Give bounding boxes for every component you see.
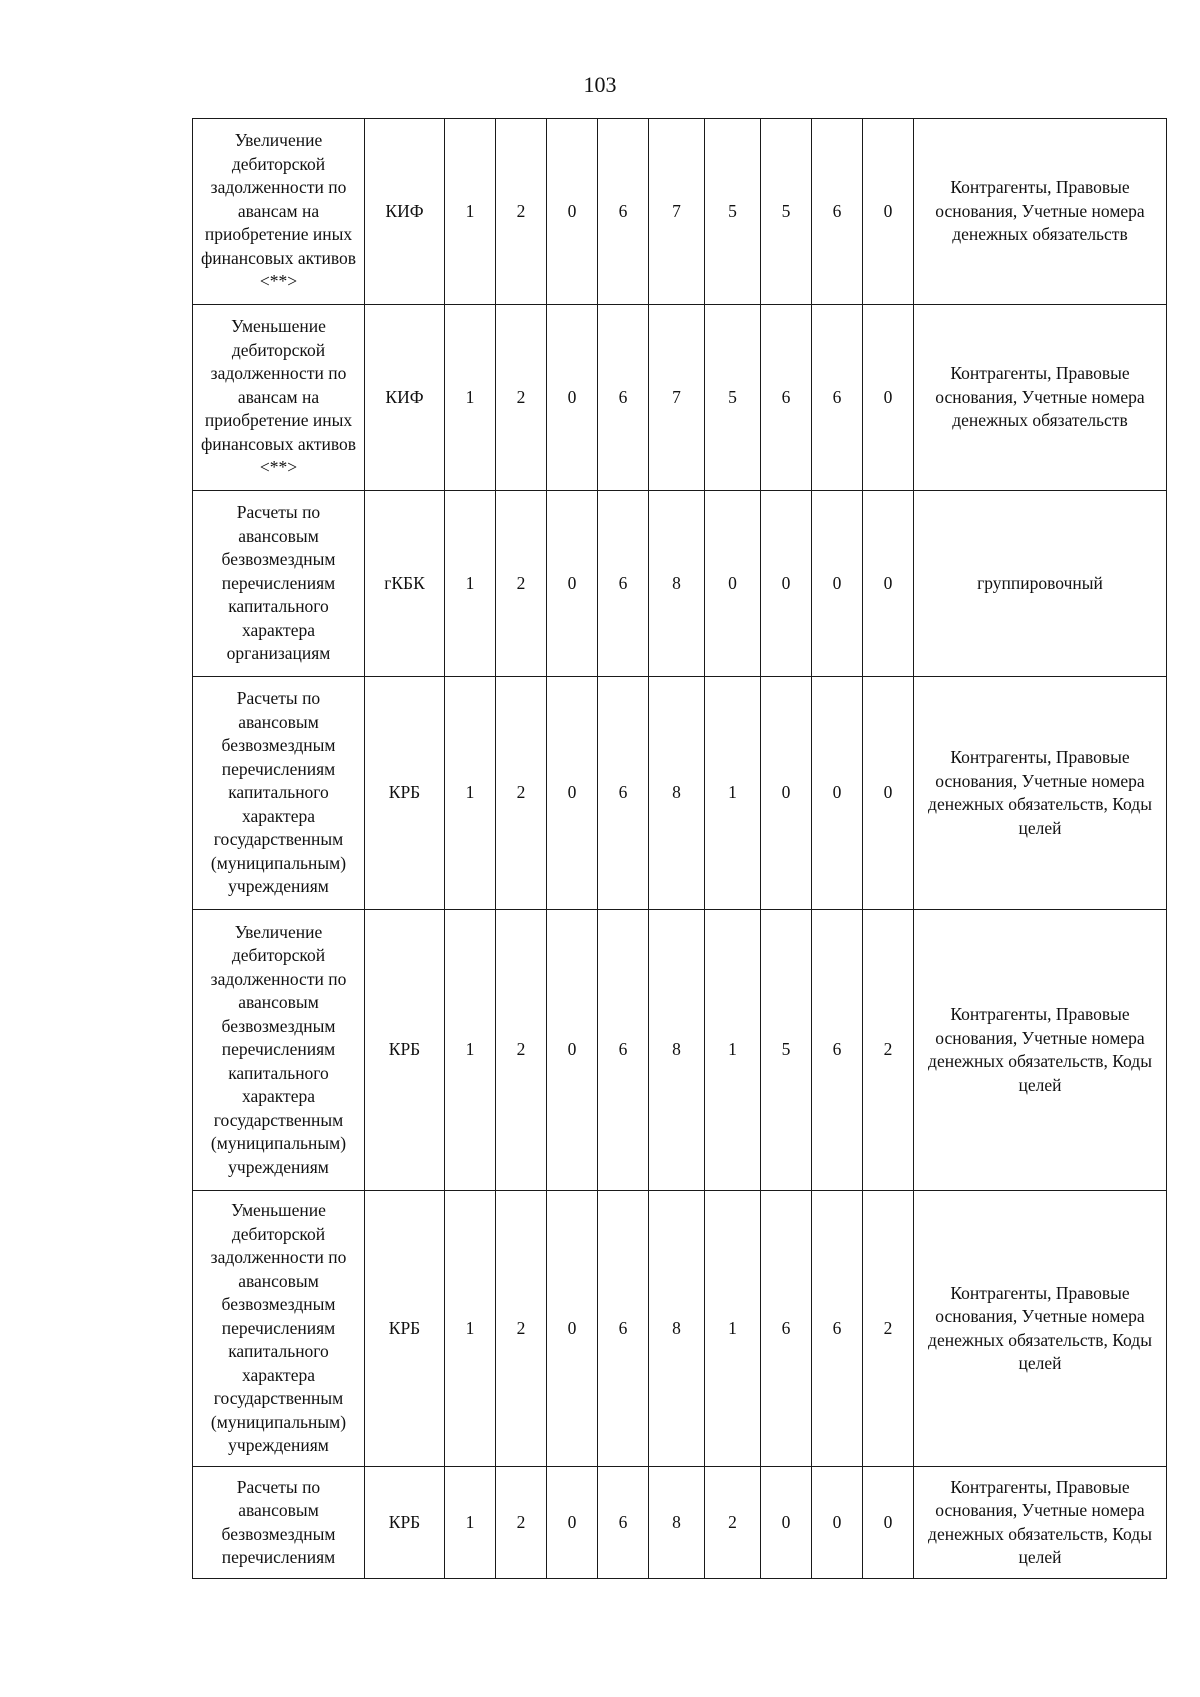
account-name: Уменьшение дебиторской задолженности по авансам на приобретение иных финансовых активов <**> [193, 305, 365, 491]
table-row [193, 119, 1167, 305]
account-digit: 1 [445, 1191, 496, 1467]
account-code: КРБ [365, 677, 445, 910]
account-digit: 1 [445, 119, 496, 305]
account-digit: 5 [761, 910, 812, 1191]
account-analytics: Контрагенты, Правовые основания, Учетные номера денежных обязательств, Коды целей [914, 1467, 1167, 1579]
account-digit: 5 [761, 119, 812, 305]
account-digit: 0 [863, 119, 914, 305]
account-digit: 0 [863, 305, 914, 491]
table-row [193, 1467, 1167, 1579]
account-digit: 6 [812, 1191, 863, 1467]
account-code: КИФ [365, 305, 445, 491]
account-digit: 0 [547, 1467, 598, 1579]
account-digit: 0 [863, 677, 914, 910]
account-digit: 8 [649, 491, 705, 677]
account-digit: 2 [496, 119, 547, 305]
account-digit: 0 [863, 491, 914, 677]
account-digit: 6 [598, 1467, 649, 1579]
account-digit: 2 [496, 305, 547, 491]
account-digit: 1 [705, 677, 761, 910]
account-digit: 0 [547, 910, 598, 1191]
account-digit: 6 [761, 305, 812, 491]
account-digit: 2 [496, 677, 547, 910]
account-code: гКБК [365, 491, 445, 677]
account-digit: 6 [598, 1191, 649, 1467]
account-digit: 2 [496, 910, 547, 1191]
account-code: КРБ [365, 1467, 445, 1579]
page-number: 103 [583, 72, 617, 97]
account-digit: 6 [598, 491, 649, 677]
table-row [193, 910, 1167, 1191]
account-digit: 0 [812, 491, 863, 677]
account-analytics: Контрагенты, Правовые основания, Учетные номера денежных обязательств, Коды целей [914, 910, 1167, 1191]
account-digit: 6 [761, 1191, 812, 1467]
account-digit: 6 [812, 305, 863, 491]
account-digit: 1 [445, 491, 496, 677]
account-digit: 0 [547, 1191, 598, 1467]
table-row [193, 491, 1167, 677]
account-digit: 7 [649, 305, 705, 491]
account-digit: 1 [705, 1191, 761, 1467]
account-digit: 0 [761, 1467, 812, 1579]
account-digit: 2 [863, 910, 914, 1191]
account-digit: 8 [649, 677, 705, 910]
table-row [193, 305, 1167, 491]
account-digit: 8 [649, 910, 705, 1191]
account-analytics: группировочный [914, 491, 1167, 677]
account-code: КРБ [365, 1191, 445, 1467]
account-digit: 1 [445, 677, 496, 910]
account-digit: 6 [812, 910, 863, 1191]
account-digit: 6 [598, 677, 649, 910]
account-digit: 5 [705, 305, 761, 491]
account-digit: 0 [547, 677, 598, 910]
account-digit: 0 [812, 1467, 863, 1579]
account-name: Расчеты по авансовым безвозмездным перечислениям [193, 1467, 365, 1579]
account-digit: 6 [598, 910, 649, 1191]
account-digit: 6 [812, 119, 863, 305]
account-name: Расчеты по авансовым безвозмездным перечислениям капитального характера организациям [193, 491, 365, 677]
account-digit: 1 [445, 910, 496, 1191]
account-name: Расчеты по авансовым безвозмездным перечислениям капитального характера государственным (муниципальным) учреждениям [193, 677, 365, 910]
account-digit: 2 [496, 491, 547, 677]
account-digit: 2 [863, 1191, 914, 1467]
account-digit: 2 [705, 1467, 761, 1579]
account-digit: 2 [496, 1191, 547, 1467]
account-name: Уменьшение дебиторской задолженности по авансовым безвозмездным перечислениям капитального характера государственным (муниципальным) учреждениям [193, 1191, 365, 1467]
table-row [193, 1191, 1167, 1467]
account-digit: 0 [761, 677, 812, 910]
account-code: КРБ [365, 910, 445, 1191]
account-digit: 1 [445, 1467, 496, 1579]
account-digit: 1 [445, 305, 496, 491]
account-digit: 6 [598, 305, 649, 491]
account-name: Увеличение дебиторской задолженности по авансовым безвозмездным перечислениям капитального характера государственным (муниципальным) учреждениям [193, 910, 365, 1191]
account-digit: 0 [863, 1467, 914, 1579]
account-name: Увеличение дебиторской задолженности по авансам на приобретение иных финансовых активов <**> [193, 119, 365, 305]
account-digit: 2 [496, 1467, 547, 1579]
account-digit: 1 [705, 910, 761, 1191]
account-digit: 8 [649, 1467, 705, 1579]
account-digit: 6 [598, 119, 649, 305]
account-analytics: Контрагенты, Правовые основания, Учетные номера денежных обязательств [914, 119, 1167, 305]
account-digit: 0 [547, 491, 598, 677]
accounts-table [192, 118, 1167, 1579]
account-digit: 0 [705, 491, 761, 677]
account-digit: 0 [761, 491, 812, 677]
account-digit: 7 [649, 119, 705, 305]
table-row [193, 677, 1167, 910]
account-digit: 0 [547, 119, 598, 305]
account-digit: 0 [812, 677, 863, 910]
account-digit: 5 [705, 119, 761, 305]
account-analytics: Контрагенты, Правовые основания, Учетные номера денежных обязательств, Коды целей [914, 1191, 1167, 1467]
account-digit: 8 [649, 1191, 705, 1467]
account-analytics: Контрагенты, Правовые основания, Учетные номера денежных обязательств [914, 305, 1167, 491]
account-analytics: Контрагенты, Правовые основания, Учетные номера денежных обязательств, Коды целей [914, 677, 1167, 910]
account-digit: 0 [547, 305, 598, 491]
account-code: КИФ [365, 119, 445, 305]
